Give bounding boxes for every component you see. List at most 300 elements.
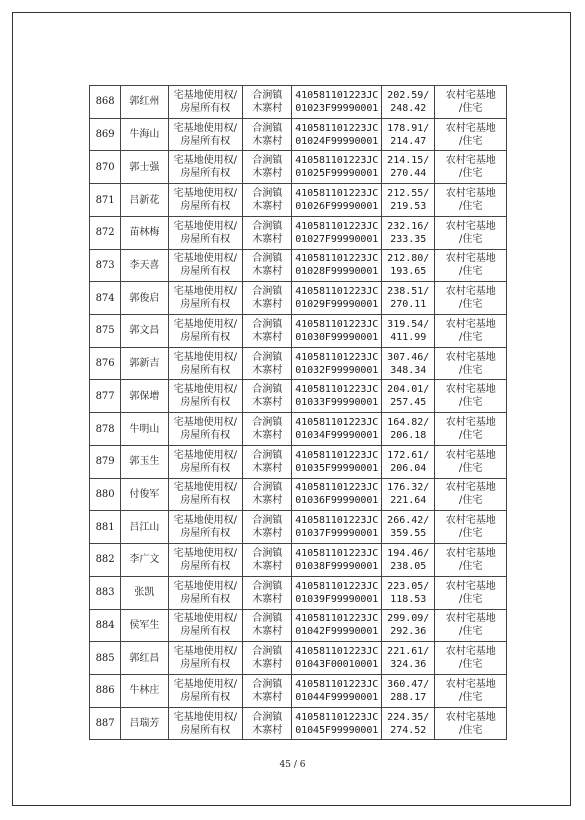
cell-land-use — [435, 184, 507, 217]
table-row — [90, 347, 507, 380]
cell-owner-name: 郭红昌 — [121, 642, 168, 675]
cell-right-type-line: 宅基地使用权/ — [173, 417, 237, 429]
cell-location-line: 木寨村 — [252, 724, 283, 736]
cell-location-line: 合涧镇 — [252, 711, 283, 723]
cell-area-line: 299.09/ — [387, 613, 430, 625]
cell-seq: 868 — [90, 86, 121, 119]
cell-right-type — [168, 674, 243, 707]
cell-unit-code — [292, 282, 382, 315]
cell-seq: 873 — [90, 249, 121, 282]
cell-right-type-line: 房屋所有权 — [180, 299, 231, 311]
cell-land-use-line: 农村宅基地 — [445, 188, 496, 200]
cell-owner-name: 李天喜 — [121, 249, 168, 282]
cell-seq: 878 — [90, 413, 121, 446]
cell-location — [243, 674, 292, 707]
cell-owner-name: 郭士强 — [121, 151, 168, 184]
cell-area-line: 176.32/ — [387, 482, 430, 494]
cell-owner-name: 郭玉生 — [121, 445, 168, 478]
cell-land-use-line: 农村宅基地 — [445, 220, 496, 232]
cell-location-line: 合涧镇 — [252, 253, 283, 265]
cell-unit-code-line: 410581101223JC — [295, 384, 379, 396]
cell-unit-code — [292, 216, 382, 249]
cell-owner-name: 吕新花 — [121, 184, 168, 217]
cell-unit-code-line: 410581101223JC — [295, 351, 379, 363]
cell-location-line: 木寨村 — [252, 397, 283, 409]
cell-land-use — [435, 707, 507, 740]
table-row — [90, 576, 507, 609]
cell-land-use-line: 农村宅基地 — [445, 89, 496, 101]
cell-area-line: 193.65 — [390, 266, 427, 278]
cell-location-line: 木寨村 — [252, 593, 283, 605]
cell-unit-code — [292, 380, 382, 413]
cell-land-use-line: /住宅 — [459, 266, 483, 278]
cell-unit-code-line: 01030F99990001 — [295, 331, 379, 343]
cell-area-line: 206.04 — [390, 462, 427, 474]
cell-owner-name: 郭文昌 — [121, 315, 168, 348]
cell-area — [382, 249, 435, 282]
cell-location-line: 合涧镇 — [252, 613, 283, 625]
cell-seq: 869 — [90, 118, 121, 151]
cell-area-line: 221.61/ — [387, 646, 430, 658]
cell-location-line: 木寨村 — [252, 560, 283, 572]
cell-land-use-line: /住宅 — [459, 495, 483, 507]
table-row — [90, 118, 507, 151]
cell-right-type-line: 房屋所有权 — [180, 168, 231, 180]
cell-unit-code-line: 410581101223JC — [295, 580, 379, 592]
cell-area — [382, 413, 435, 446]
cell-right-type-line: 房屋所有权 — [180, 266, 231, 278]
cell-right-type — [168, 707, 243, 740]
cell-unit-code — [292, 118, 382, 151]
table-row — [90, 445, 507, 478]
cell-area-line: 194.46/ — [387, 547, 430, 559]
cell-right-type — [168, 216, 243, 249]
cell-unit-code — [292, 609, 382, 642]
cell-right-type — [168, 445, 243, 478]
cell-land-use-line: /住宅 — [459, 331, 483, 343]
cell-unit-code-line: 410581101223JC — [295, 482, 379, 494]
cell-unit-code-line: 01029F99990001 — [295, 299, 379, 311]
cell-land-use-line: /住宅 — [459, 299, 483, 311]
cell-seq: 876 — [90, 347, 121, 380]
cell-location — [243, 380, 292, 413]
cell-right-type — [168, 576, 243, 609]
cell-location-line: 木寨村 — [252, 266, 283, 278]
cell-land-use-line: /住宅 — [459, 724, 483, 736]
cell-seq: 879 — [90, 445, 121, 478]
cell-location-line: 合涧镇 — [252, 678, 283, 690]
cell-area-line: 248.42 — [390, 102, 427, 114]
cell-unit-code — [292, 86, 382, 119]
cell-right-type-line: 宅基地使用权/ — [173, 318, 237, 330]
cell-land-use-line: 农村宅基地 — [445, 482, 496, 494]
cell-unit-code-line: 410581101223JC — [295, 318, 379, 330]
cell-right-type — [168, 413, 243, 446]
cell-land-use-line: /住宅 — [459, 397, 483, 409]
cell-unit-code-line: 01033F99990001 — [295, 397, 379, 409]
cell-location — [243, 86, 292, 119]
cell-area-line: 411.99 — [390, 331, 427, 343]
cell-area-line: 172.61/ — [387, 449, 430, 461]
cell-unit-code-line: 410581101223JC — [295, 122, 379, 134]
cell-location-line: 木寨村 — [252, 299, 283, 311]
cell-seq: 887 — [90, 707, 121, 740]
cell-land-use-line: 农村宅基地 — [445, 286, 496, 298]
cell-right-type — [168, 118, 243, 151]
table-row — [90, 511, 507, 544]
cell-area — [382, 445, 435, 478]
cell-land-use-line: /住宅 — [459, 168, 483, 180]
cell-unit-code — [292, 249, 382, 282]
cell-area — [382, 86, 435, 119]
cell-owner-name: 付俊军 — [121, 478, 168, 511]
cell-owner-name: 郭新吉 — [121, 347, 168, 380]
cell-location-line: 合涧镇 — [252, 580, 283, 592]
cell-land-use — [435, 282, 507, 315]
cell-seq: 884 — [90, 609, 121, 642]
cell-owner-name: 牛林庄 — [121, 674, 168, 707]
cell-location — [243, 445, 292, 478]
cell-unit-code-line: 410581101223JC — [295, 515, 379, 527]
cell-land-use-line: 农村宅基地 — [445, 547, 496, 559]
cell-location-line: 合涧镇 — [252, 384, 283, 396]
cell-right-type-line: 房屋所有权 — [180, 102, 231, 114]
cell-right-type-line: 房屋所有权 — [180, 560, 231, 572]
cell-unit-code-line: 410581101223JC — [295, 417, 379, 429]
cell-seq: 886 — [90, 674, 121, 707]
cell-right-type-line: 房屋所有权 — [180, 593, 231, 605]
cell-location — [243, 347, 292, 380]
cell-unit-code-line: 410581101223JC — [295, 188, 379, 200]
cell-location-line: 合涧镇 — [252, 646, 283, 658]
cell-unit-code-line: 01035F99990001 — [295, 462, 379, 474]
cell-location — [243, 478, 292, 511]
cell-area-line: 288.17 — [390, 691, 427, 703]
cell-right-type-line: 房屋所有权 — [180, 201, 231, 213]
table-row — [90, 609, 507, 642]
cell-area-line: 238.05 — [390, 560, 427, 572]
cell-area-line: 221.64 — [390, 495, 427, 507]
cell-location-line: 木寨村 — [252, 462, 283, 474]
cell-land-use-line: 农村宅基地 — [445, 155, 496, 167]
cell-seq: 871 — [90, 184, 121, 217]
cell-right-type — [168, 347, 243, 380]
cell-land-use-line: /住宅 — [459, 364, 483, 376]
cell-right-type — [168, 642, 243, 675]
cell-right-type — [168, 151, 243, 184]
cell-right-type — [168, 86, 243, 119]
cell-right-type-line: 房屋所有权 — [180, 495, 231, 507]
cell-location-line: 木寨村 — [252, 430, 283, 442]
table-row — [90, 184, 507, 217]
cell-land-use — [435, 576, 507, 609]
cell-right-type-line: 宅基地使用权/ — [173, 613, 237, 625]
cell-land-use-line: /住宅 — [459, 233, 483, 245]
cell-right-type-line: 房屋所有权 — [180, 626, 231, 638]
cell-right-type-line: 房屋所有权 — [180, 397, 231, 409]
cell-location — [243, 511, 292, 544]
cell-seq: 883 — [90, 576, 121, 609]
cell-unit-code-line: 01026F99990001 — [295, 201, 379, 213]
cell-land-use-line: /住宅 — [459, 593, 483, 605]
table-row — [90, 707, 507, 740]
cell-area — [382, 347, 435, 380]
cell-owner-name: 李广文 — [121, 544, 168, 577]
cell-unit-code-line: 410581101223JC — [295, 253, 379, 265]
table-row — [90, 216, 507, 249]
cell-area — [382, 184, 435, 217]
cell-land-use — [435, 249, 507, 282]
cell-owner-name: 郭俊启 — [121, 282, 168, 315]
cell-area-line: 164.82/ — [387, 417, 430, 429]
cell-right-type-line: 宅基地使用权/ — [173, 351, 237, 363]
cell-land-use — [435, 315, 507, 348]
cell-right-type — [168, 315, 243, 348]
cell-unit-code — [292, 576, 382, 609]
cell-location-line: 木寨村 — [252, 135, 283, 147]
cell-right-type — [168, 184, 243, 217]
cell-location-line: 木寨村 — [252, 528, 283, 540]
cell-area-line: 212.55/ — [387, 188, 430, 200]
table-row — [90, 86, 507, 119]
cell-unit-code-line: 01045F99990001 — [295, 724, 379, 736]
page-number: 45 / 6 — [279, 760, 306, 770]
cell-location-line: 合涧镇 — [252, 351, 283, 363]
table-row — [90, 315, 507, 348]
cell-seq: 880 — [90, 478, 121, 511]
cell-owner-name: 张凯 — [121, 576, 168, 609]
cell-location — [243, 707, 292, 740]
cell-area — [382, 478, 435, 511]
cell-owner-name: 苗林梅 — [121, 216, 168, 249]
cell-land-use — [435, 151, 507, 184]
cell-location-line: 木寨村 — [252, 691, 283, 703]
cell-unit-code-line: 01043F00010001 — [295, 659, 379, 671]
cell-unit-code-line: 01037F99990001 — [295, 528, 379, 540]
cell-area-line: 206.18 — [390, 430, 427, 442]
cell-owner-name: 吕瑞芳 — [121, 707, 168, 740]
cell-right-type — [168, 478, 243, 511]
table-row — [90, 642, 507, 675]
cell-area-line: 233.35 — [390, 233, 427, 245]
cell-area-line: 324.36 — [390, 659, 427, 671]
cell-location-line: 木寨村 — [252, 201, 283, 213]
cell-unit-code-line: 01027F99990001 — [295, 233, 379, 245]
cell-area — [382, 707, 435, 740]
cell-right-type-line: 宅基地使用权/ — [173, 449, 237, 461]
cell-location-line: 木寨村 — [252, 626, 283, 638]
cell-area — [382, 511, 435, 544]
cell-location-line: 木寨村 — [252, 364, 283, 376]
cell-unit-code — [292, 674, 382, 707]
cell-right-type-line: 房屋所有权 — [180, 430, 231, 442]
cell-location — [243, 576, 292, 609]
cell-land-use-line: 农村宅基地 — [445, 613, 496, 625]
registry-table — [89, 85, 507, 740]
cell-land-use — [435, 445, 507, 478]
cell-unit-code — [292, 642, 382, 675]
cell-land-use — [435, 413, 507, 446]
cell-area-line: 270.44 — [390, 168, 427, 180]
cell-area-line: 319.54/ — [387, 318, 430, 330]
cell-land-use-line: 农村宅基地 — [445, 417, 496, 429]
cell-area — [382, 118, 435, 151]
cell-unit-code — [292, 707, 382, 740]
cell-land-use — [435, 86, 507, 119]
cell-right-type-line: 宅基地使用权/ — [173, 580, 237, 592]
cell-unit-code-line: 01036F99990001 — [295, 495, 379, 507]
cell-area-line: 178.91/ — [387, 122, 430, 134]
cell-land-use-line: 农村宅基地 — [445, 351, 496, 363]
cell-location-line: 木寨村 — [252, 659, 283, 671]
cell-unit-code-line: 410581101223JC — [295, 678, 379, 690]
table-row — [90, 413, 507, 446]
cell-area-line: 274.52 — [390, 724, 427, 736]
table-row — [90, 380, 507, 413]
cell-location-line: 合涧镇 — [252, 515, 283, 527]
cell-land-use — [435, 674, 507, 707]
cell-location-line: 合涧镇 — [252, 286, 283, 298]
cell-right-type — [168, 544, 243, 577]
cell-right-type-line: 房屋所有权 — [180, 364, 231, 376]
cell-area — [382, 609, 435, 642]
cell-land-use — [435, 380, 507, 413]
cell-owner-name: 吕江山 — [121, 511, 168, 544]
cell-right-type-line: 房屋所有权 — [180, 659, 231, 671]
cell-area-line: 212.80/ — [387, 253, 430, 265]
cell-unit-code — [292, 413, 382, 446]
cell-unit-code-line: 410581101223JC — [295, 613, 379, 625]
cell-unit-code-line: 01034F99990001 — [295, 430, 379, 442]
cell-unit-code-line: 410581101223JC — [295, 449, 379, 461]
cell-area — [382, 544, 435, 577]
cell-seq: 872 — [90, 216, 121, 249]
cell-area — [382, 216, 435, 249]
cell-right-type-line: 宅基地使用权/ — [173, 155, 237, 167]
cell-location-line: 木寨村 — [252, 331, 283, 343]
table-row — [90, 544, 507, 577]
cell-right-type-line: 宅基地使用权/ — [173, 482, 237, 494]
cell-seq: 877 — [90, 380, 121, 413]
cell-land-use-line: 农村宅基地 — [445, 449, 496, 461]
cell-right-type-line: 宅基地使用权/ — [173, 678, 237, 690]
cell-land-use-line: /住宅 — [459, 102, 483, 114]
cell-right-type-line: 宅基地使用权/ — [173, 286, 237, 298]
cell-right-type — [168, 380, 243, 413]
cell-location — [243, 642, 292, 675]
cell-location — [243, 118, 292, 151]
cell-unit-code-line: 410581101223JC — [295, 646, 379, 658]
cell-location-line: 合涧镇 — [252, 482, 283, 494]
cell-right-type-line: 宅基地使用权/ — [173, 711, 237, 723]
cell-land-use — [435, 347, 507, 380]
cell-right-type-line: 宅基地使用权/ — [173, 384, 237, 396]
cell-right-type-line: 房屋所有权 — [180, 462, 231, 474]
cell-area — [382, 576, 435, 609]
cell-land-use-line: 农村宅基地 — [445, 711, 496, 723]
cell-location-line: 合涧镇 — [252, 449, 283, 461]
cell-owner-name: 牛明山 — [121, 413, 168, 446]
cell-right-type-line: 宅基地使用权/ — [173, 89, 237, 101]
cell-owner-name: 牛海山 — [121, 118, 168, 151]
cell-location — [243, 184, 292, 217]
cell-land-use-line: /住宅 — [459, 135, 483, 147]
cell-right-type-line: 宅基地使用权/ — [173, 547, 237, 559]
cell-unit-code-line: 01032F99990001 — [295, 364, 379, 376]
cell-location-line: 合涧镇 — [252, 188, 283, 200]
cell-land-use-line: 农村宅基地 — [445, 318, 496, 330]
cell-land-use-line: 农村宅基地 — [445, 646, 496, 658]
cell-seq: 885 — [90, 642, 121, 675]
cell-location-line: 合涧镇 — [252, 547, 283, 559]
cell-location-line: 木寨村 — [252, 233, 283, 245]
cell-land-use-line: 农村宅基地 — [445, 253, 496, 265]
cell-location — [243, 544, 292, 577]
cell-area-line: 214.15/ — [387, 155, 430, 167]
table-row — [90, 151, 507, 184]
cell-land-use-line: 农村宅基地 — [445, 384, 496, 396]
cell-land-use-line: /住宅 — [459, 626, 483, 638]
cell-area — [382, 674, 435, 707]
cell-land-use — [435, 118, 507, 151]
cell-unit-code-line: 01044F99990001 — [295, 691, 379, 703]
cell-unit-code-line: 410581101223JC — [295, 547, 379, 559]
cell-owner-name: 郭保增 — [121, 380, 168, 413]
cell-unit-code-line: 410581101223JC — [295, 89, 379, 101]
cell-area-line: 219.53 — [390, 201, 427, 213]
cell-land-use — [435, 642, 507, 675]
cell-area-line: 214.47 — [390, 135, 427, 147]
cell-unit-code-line: 01025F99990001 — [295, 168, 379, 180]
cell-right-type-line: 房屋所有权 — [180, 135, 231, 147]
cell-right-type-line: 房屋所有权 — [180, 233, 231, 245]
cell-right-type-line: 宅基地使用权/ — [173, 515, 237, 527]
cell-area-line: 348.34 — [390, 364, 427, 376]
cell-location-line: 木寨村 — [252, 168, 283, 180]
cell-land-use-line: /住宅 — [459, 659, 483, 671]
cell-land-use-line: 农村宅基地 — [445, 515, 496, 527]
cell-owner-name: 郭红州 — [121, 86, 168, 119]
cell-land-use — [435, 216, 507, 249]
cell-location — [243, 282, 292, 315]
cell-right-type-line: 房屋所有权 — [180, 331, 231, 343]
cell-right-type — [168, 511, 243, 544]
cell-unit-code — [292, 511, 382, 544]
cell-location-line: 合涧镇 — [252, 318, 283, 330]
table-row — [90, 478, 507, 511]
cell-area-line: 359.55 — [390, 528, 427, 540]
cell-right-type-line: 宅基地使用权/ — [173, 220, 237, 232]
cell-unit-code — [292, 544, 382, 577]
cell-unit-code — [292, 347, 382, 380]
cell-seq: 882 — [90, 544, 121, 577]
cell-unit-code — [292, 315, 382, 348]
cell-area-line: 270.11 — [390, 299, 427, 311]
cell-unit-code-line: 410581101223JC — [295, 155, 379, 167]
cell-location — [243, 216, 292, 249]
cell-location-line: 合涧镇 — [252, 155, 283, 167]
cell-unit-code-line: 01023F99990001 — [295, 102, 379, 114]
cell-area-line: 202.59/ — [387, 89, 430, 101]
table-row — [90, 282, 507, 315]
table-row — [90, 249, 507, 282]
cell-right-type-line: 房屋所有权 — [180, 528, 231, 540]
cell-area-line: 224.35/ — [387, 711, 430, 723]
cell-land-use — [435, 544, 507, 577]
cell-right-type-line: 宅基地使用权/ — [173, 188, 237, 200]
cell-land-use-line: /住宅 — [459, 430, 483, 442]
cell-land-use-line: 农村宅基地 — [445, 580, 496, 592]
